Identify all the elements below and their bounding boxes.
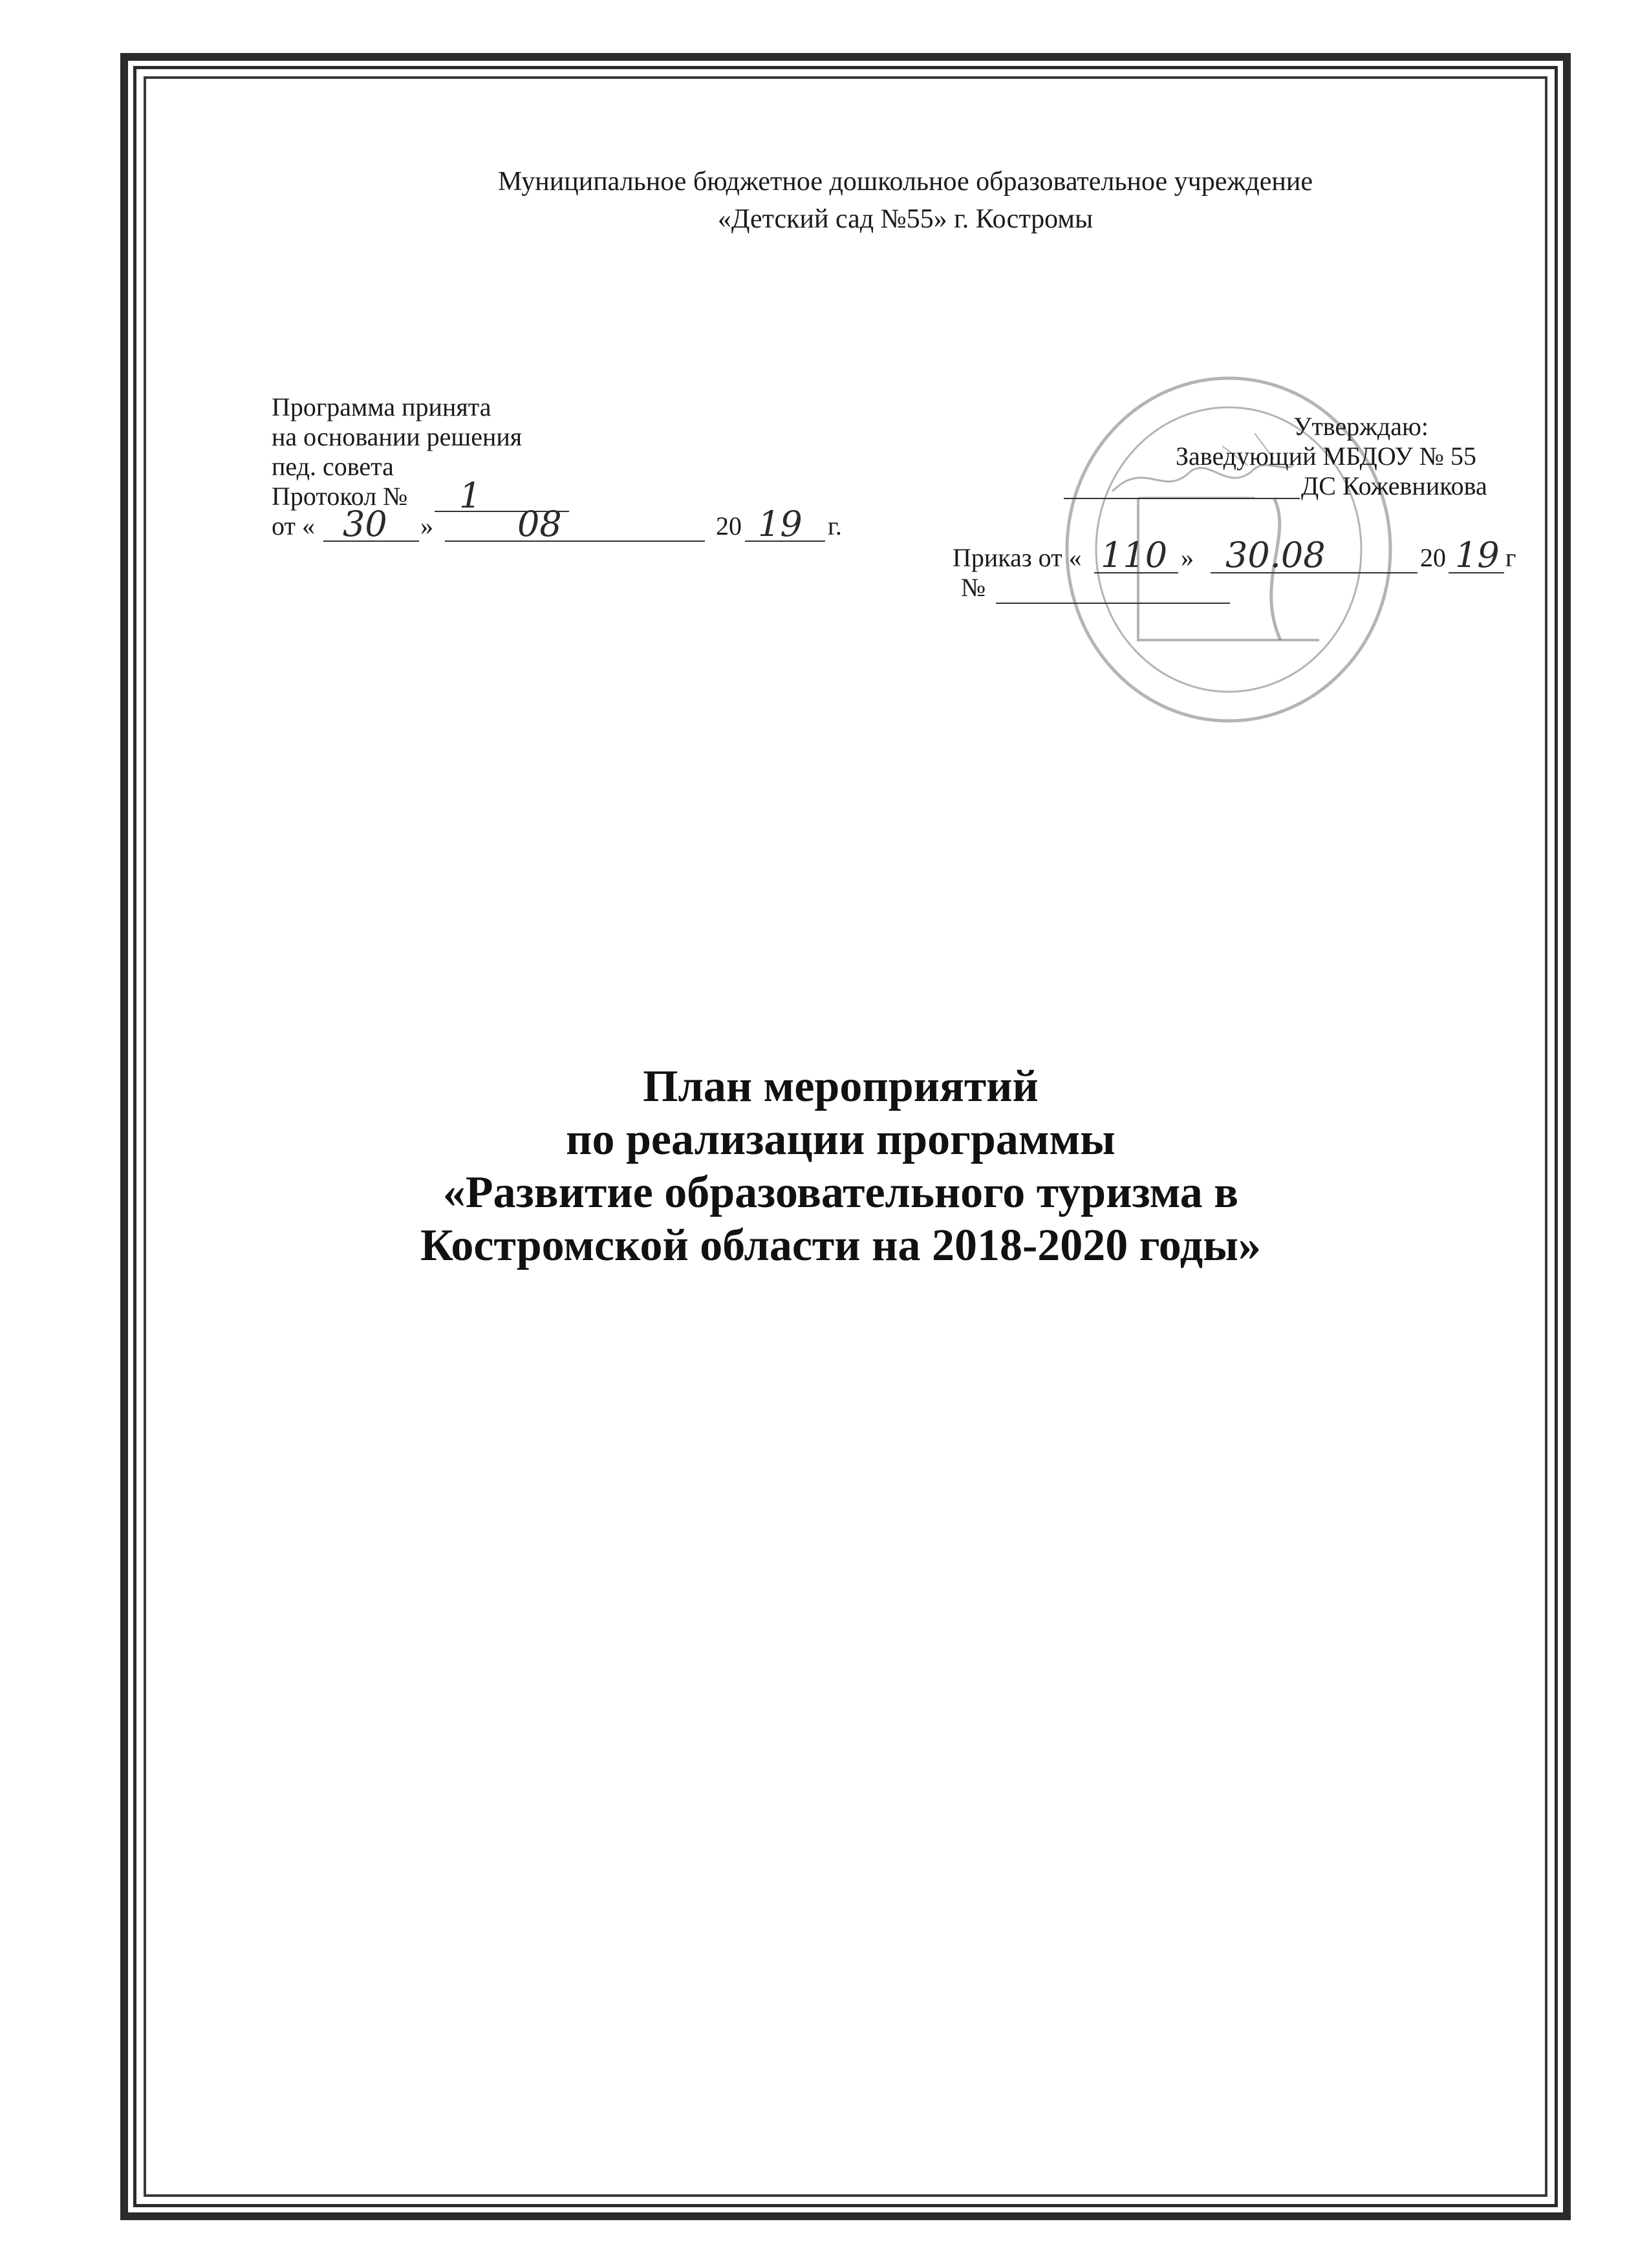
title-line-3: «Развитие образовательного туризма в (442, 1168, 1239, 1217)
adopted-line-2: на основании решения (272, 422, 523, 451)
year-suffix-handwritten: 19 (758, 504, 803, 544)
institution-name: Муниципальное бюджетное дошкольное образовательное учреждение (498, 167, 1313, 197)
protocol-label: Протокол № (272, 482, 408, 511)
order-year-suffix-handwritten: 19 (1455, 535, 1500, 575)
order-number-blank-line (996, 603, 1230, 604)
adopted-line-1: Программа принята (272, 392, 491, 422)
order-year-prefix: 20 (1420, 543, 1446, 572)
title-line-1: План мероприятий (643, 1062, 1039, 1111)
institution-subname: «Детский сад №55» г. Костромы (717, 204, 1094, 234)
protocol-number-handwritten: 1 (459, 475, 482, 516)
adopted-line-3: пед. совета (272, 452, 394, 481)
order-number-handwritten: 110 (1101, 535, 1168, 575)
year-end: г. (828, 511, 842, 540)
quote-close: » (420, 511, 433, 540)
order-prefix: Приказ от « (953, 543, 1082, 572)
order-number-label: № (961, 573, 986, 602)
date-month-handwritten: 08 (517, 504, 562, 544)
from-prefix: от « (272, 511, 315, 540)
order-year-end: г (1505, 543, 1516, 572)
signer-name: ДС Кожевникова (1301, 471, 1487, 500)
year-prefix: 20 (716, 511, 742, 540)
title-line-2: по реализации программы (566, 1115, 1116, 1164)
approve-label: Утверждаю: (1293, 412, 1428, 441)
title-line-4: Костромской области на 2018-2020 годы» (420, 1221, 1261, 1270)
order-date-handwritten: 30.08 (1225, 535, 1326, 575)
signature-mark (1106, 453, 1300, 504)
head-position: Заведующий МБДОУ № 55 (1176, 442, 1476, 471)
month-line (445, 540, 705, 542)
date-day-handwritten: 30 (343, 504, 387, 544)
order-quote-close: » (1181, 543, 1194, 572)
document-title (272, 1060, 1410, 1272)
